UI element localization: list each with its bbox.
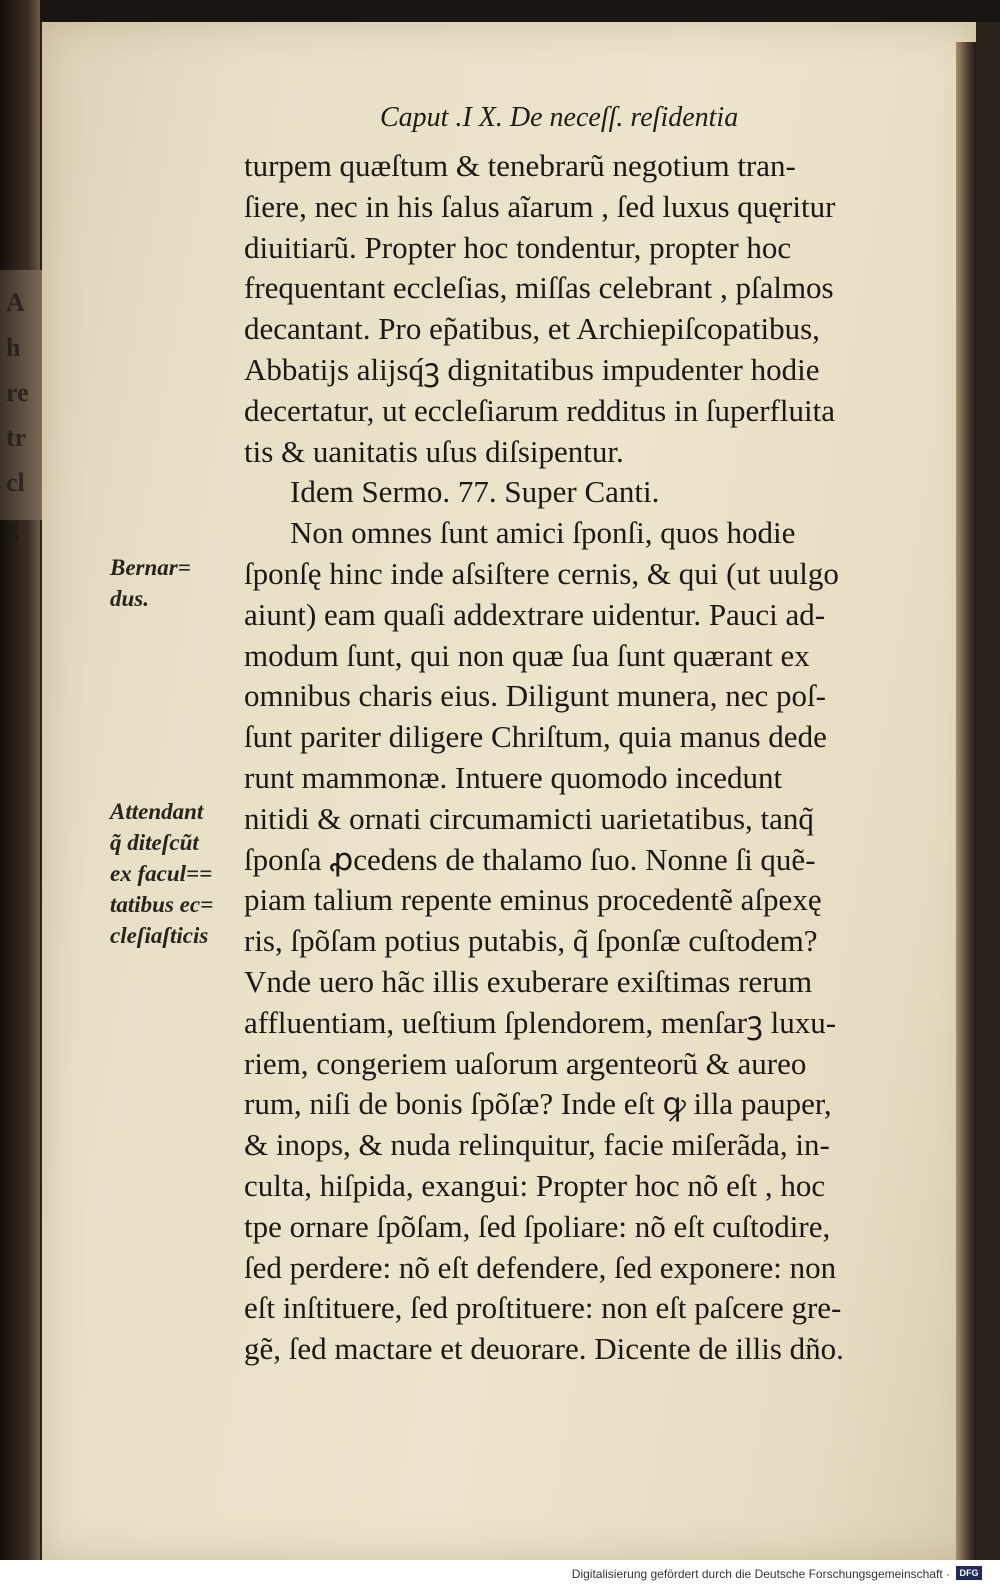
- text-line: affluentiam, ueſtium ſplendorem, menſarꝫ luxu-: [244, 1004, 837, 1040]
- text-line: decertatur, ut eccleſiarum redditus in ſuperfluita: [244, 392, 835, 428]
- margin-note-line: q̃ diteſcũt: [110, 830, 199, 855]
- margin-note-line: tatibus ec=: [110, 892, 214, 917]
- text-line: riem, congeriem uaſorum argenteorũ & aureo: [244, 1045, 807, 1081]
- digitization-footer: [0, 1560, 1000, 1588]
- footer-credit: Digitalisierung gefördert durch die Deutsche Forschungsgemeinschaft ·: [571, 1567, 950, 1581]
- underlying-line: tr: [6, 423, 27, 452]
- page-right-edge: [956, 42, 976, 1582]
- text-line: tis & uanitatis uſus diſsipentur.: [244, 433, 624, 469]
- text-line: modum ſunt, qui non quæ ſua ſunt quærant ex: [244, 637, 810, 673]
- text-line: ſiere, nec in his ſalus aĩarum , ſed luxus quęritur: [244, 188, 836, 224]
- text-line: frequentant eccleſias, miſſas celebrant , pſalmos: [244, 270, 834, 306]
- text-line: aiunt) eam quaſi addextrare uidentur. Pauci ad-: [244, 596, 826, 632]
- running-head: Caput .I X. De neceſſ. reſidentia: [380, 102, 739, 133]
- text-line: turpem quæſtum & tenebrarũ negotium tran-: [244, 148, 796, 183]
- underlying-line: g: [6, 513, 19, 542]
- margin-note-line: ex facul==: [110, 861, 213, 886]
- scan-top-border: [0, 0, 1000, 22]
- margin-note-line: dus.: [110, 586, 149, 611]
- text-line: decantant. Pro ep̃atibus, et Archiepiſcopatibus,: [244, 311, 820, 347]
- text-line: ſed perdere: nõ eſt defendere, ſed exponere: non: [244, 1249, 837, 1285]
- text-line: Non omnes ſunt amici ſponſi, quos hodie: [290, 515, 796, 551]
- text-line: gẽ, ſed mactare et deuorare. Dicente de illis dño.: [244, 1331, 844, 1367]
- body-text: [244, 146, 944, 1370]
- text-line: rum, niſi de bonis ſpõſæ? Inde eſt ꝙ illa pauper,: [244, 1086, 832, 1122]
- margin-note-line: Bernar=: [110, 555, 191, 580]
- text-line: diuitiarũ. Propter hoc tondentur, propter hoc: [244, 229, 792, 265]
- text-line: Abbatijs alijsq́ꝫ dignitatibus impudenter hodie: [244, 351, 820, 387]
- margin-note-line: Attendant: [110, 799, 204, 824]
- margin-note-attendant: [110, 796, 250, 951]
- text-line: & inops, & nuda relinquitur, facie miſerãda, in-: [244, 1127, 830, 1163]
- text-line: runt mammonæ. Intuere quomodo incedunt: [244, 759, 783, 795]
- underlying-line: A: [6, 288, 25, 317]
- text-line: culta, hiſpida, exangui: Propter hoc nõ eſt , hoc: [244, 1167, 826, 1203]
- text-line: ris, ſpõſam potius putabis, q̃ ſponſæ cuſtodem?: [244, 923, 818, 959]
- text-line: Vnde uero hãc illis exuberare exiſtimas rerum: [244, 963, 813, 999]
- text-line: omnibus charis eius. Diligunt munera, nec poſ-: [244, 678, 826, 714]
- text-line: piam talium repente eminus procedentẽ aſpexę: [244, 882, 822, 918]
- text-line: tpe ornare ſpõſam, ſed ſpoliare: nõ eſt cuſtodire,: [244, 1208, 831, 1244]
- section-heading: Idem Sermo. 77. Super Canti.: [290, 474, 660, 510]
- margin-note-bernardus: [110, 552, 250, 614]
- scan-left-border: [0, 0, 40, 1560]
- text-line: ſponſa ꝓcedens de thalamo ſuo. Nonne ſi quẽ-: [244, 841, 816, 877]
- dfg-logo-icon: DFG: [956, 1566, 982, 1580]
- underlying-line: re: [6, 378, 29, 407]
- text-line: ſunt pariter diligere Chriſtum, quia manus dede: [244, 719, 827, 755]
- text-line: ſponſę hinc inde aſsiſtere cernis, & qui (ut uulgo: [244, 555, 839, 591]
- underlying-line: h: [6, 333, 21, 362]
- text-line: nitidi & ornati circumamicti uarietatibus, tanq̃: [244, 800, 814, 836]
- underlying-line: cl: [6, 468, 25, 497]
- text-line: eſt inſtituere, ſed proſtituere: non eſt paſcere gre-: [244, 1290, 842, 1326]
- margin-note-line: cleſiaſticis: [110, 923, 209, 948]
